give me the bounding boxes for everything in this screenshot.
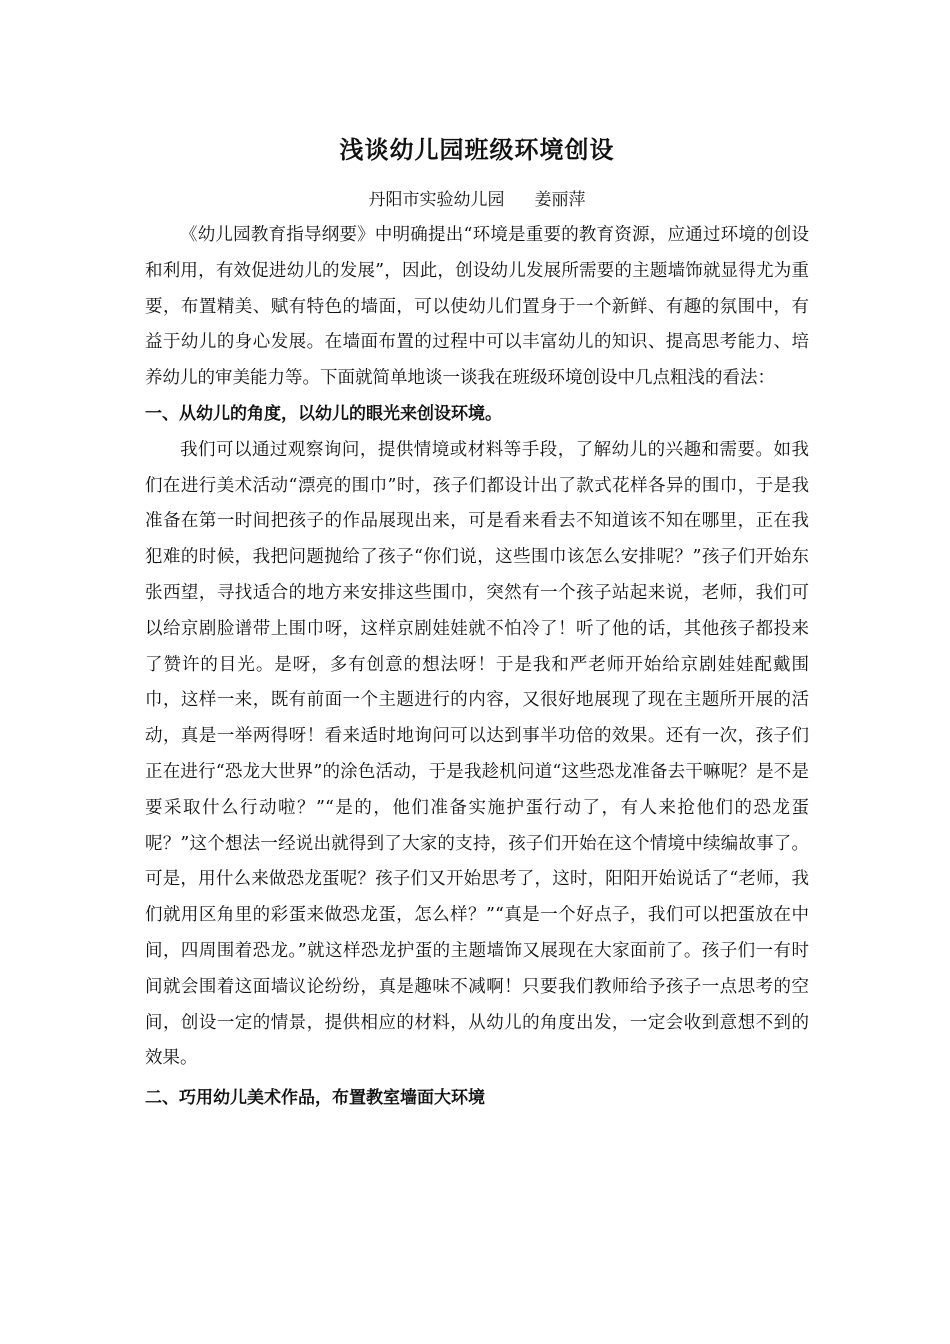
intro-paragraph: 《幼儿园教育指导纲要》中明确提出“环境是重要的教育资源，应通过环境的创设和利用，有效促进幼儿的发展”，因此，创设幼儿发展所需要的主题墙饰就显得尤为重要，布置精美、赋有特色的墙面，可以使幼儿们置身于一个新鲜、有趣的氛围中，有益于幼儿的身心发展。在墙面布置的过程中可以丰富幼儿的知识、提高思考能力、培养幼儿的审美能力等。下面就简单地谈一谈我在班级环境创设中几点粗浅的看法：: [145, 225, 809, 389]
author-organization: 丹阳市实验幼儿园: [368, 190, 505, 210]
document-title: 浅谈幼儿园班级环境创设: [339, 136, 615, 164]
section-heading-1: 一、从幼儿的角度，以幼儿的眼光来创设环境。: [145, 403, 502, 424]
author-name: 姜丽萍: [534, 190, 586, 210]
section-heading-2: 二、巧用幼儿美术作品，布置教室墙面大环境: [145, 1088, 485, 1109]
document-page: [145, 130, 809, 1117]
author-byline: [145, 186, 809, 214]
section-paragraph-1: 我们可以通过观察询问，提供情境或材料等手段，了解幼儿的兴趣和需要。如我们在进行美术活动“漂亮的围巾”时，孩子们都设计出了款式花样各异的围巾，于是我准备在第一时间把孩子的作品展现出来，可是看来看去不知道该不知在哪里，正在我犯难的时候，我把问题抛给了孩子“你们说，这些围巾该怎么安排呢？”孩子们开始东张西望，寻找适合的地方来安排这些围巾，突然有一个孩子站起来说，老师，我们可以给京剧脸谱带上围巾呀，这样京剧娃娃就不怕冷了！听了他的话，其他孩子都投来了赞许的目光。是呀，多有创意的想法呀！于是我和严老师开始给京剧娃娃配戴围巾，这样一来，既有前面一个主题进行的内容，又很好地展现了现在主题所开展的活动，真是一举两得呀！看来适时地询问可以达到事半功倍的效果。还有一次，孩子们正在进行“恐龙大世界”的涂色活动，于是我趁机问道“这些恐龙准备去干嘛呢？是不是要采取什么行动啦？”“是的，他们准备实施护蛋行动了，有人来抢他们的恐龙蛋呢？”这个想法一经说出就得到了大家的支持，孩子们开始在这个情境中续编故事了。可是，用什么来做恐龙蛋呢？孩子们又开始思考了，这时，阳阳开始说话了“老师，我们就用区角里的彩蛋来做恐龙蛋，怎么样？”“真是一个好点子，我们可以把蛋放在中间，四周围着恐龙。”就这样恐龙护蛋的主题墙饰又展现在大家面前了。孩子们一有时间就会围着这面墙议论纷纷，真是趣味不减啊！只要我们教师给予孩子一点思考的空间，创设一定的情景，提供相应的材料，从幼儿的角度出发，一定会收到意想不到的效果。: [145, 439, 809, 1069]
